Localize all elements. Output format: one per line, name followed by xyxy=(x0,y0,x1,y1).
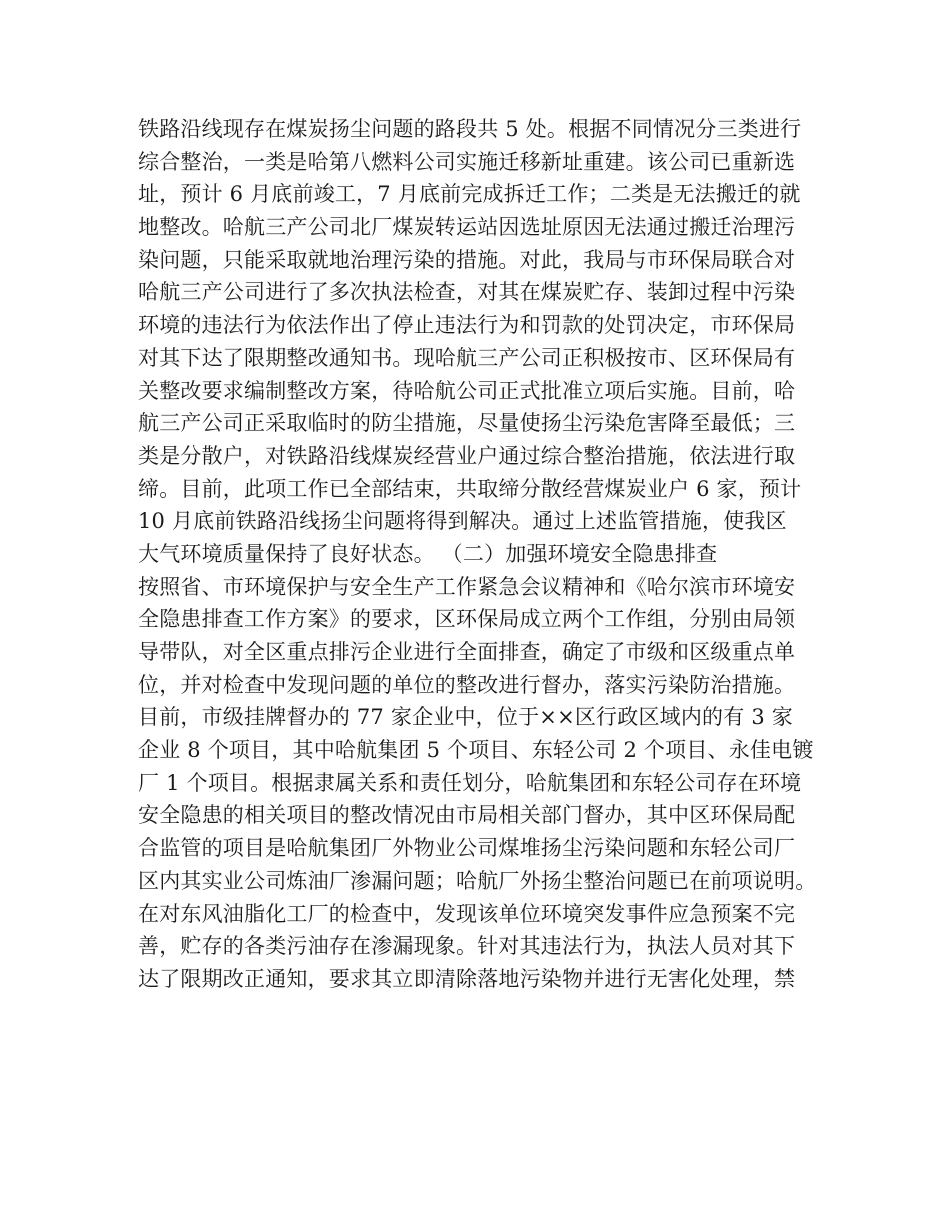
text-line: 位，并对检查中发现问题的单位的整改进行督办，落实污染防治措施。 xyxy=(138,672,796,697)
text-line: 目前，市级挂牌督办的 77 家企业中，位于××区行政区域内的有 3 家 xyxy=(138,705,793,730)
text-line: 10 月底前铁路沿线扬尘问题将得到解决。通过上述监管措施，使我区 xyxy=(138,509,787,534)
text-line: 善，贮存的各类污油存在渗漏现象。针对其违法行为，执法人员对其下 xyxy=(138,934,796,959)
text-line: 在对东风油脂化工厂的检查中，发现该单位环境突发事件应急预案不完 xyxy=(138,901,796,926)
text-line: 区内其实业公司炼油厂渗漏问题；哈航厂外扬尘整治问题已在前项说明。 xyxy=(138,868,817,893)
text-line: 缔。目前，此项工作已全部结束，共取缔分散经营煤炭业户 6 家，预计 xyxy=(138,476,802,501)
text-line: 址，预计 6 月底前竣工，7 月底前完成拆迁工作；二类是无法搬迁的就 xyxy=(138,182,801,207)
text-line: 安全隐患的相关项目的整改情况由市局相关部门督办，其中区环保局配 xyxy=(138,803,796,828)
text-line: 全隐患排查工作方案》的要求，区环保局成立两个工作组，分别由局领 xyxy=(138,607,796,632)
text-line: 类是分散户，对铁路沿线煤炭经营业户通过综合整治措施，依法进行取 xyxy=(138,443,796,468)
text-line: 大气环境质量保持了良好状态。 （二）加强环境安全隐患排查 xyxy=(138,541,718,566)
text-line: 合监管的项目是哈航集团厂外物业公司煤堆扬尘污染问题和东轻公司厂 xyxy=(138,836,796,861)
body-text xyxy=(138,113,828,996)
text-line: 企业 8 个项目，其中哈航集团 5 个项目、东轻公司 2 个项目、永佳电镀 xyxy=(138,738,814,763)
text-line: 航三产公司正采取临时的防尘措施，尽量使扬尘污染危害降至最低；三 xyxy=(138,411,796,436)
text-line: 环境的违法行为依法作出了停止违法行为和罚款的处罚决定，市环保局 xyxy=(138,313,796,338)
text-line: 达了限期改正通知，要求其立即清除落地污染物并进行无害化处理，禁 xyxy=(138,966,796,991)
text-line: 厂 1 个项目。根据隶属关系和责任划分，哈航集团和东轻公司存在环境 xyxy=(138,770,802,795)
text-line: 哈航三产公司进行了多次执法检查，对其在煤炭贮存、装卸过程中污染 xyxy=(138,280,796,305)
text-line: 地整改。哈航三产公司北厂煤炭转运站因选址原因无法通过搬迁治理污 xyxy=(138,215,796,240)
text-line: 按照省、市环境保护与安全生产工作紧急会议精神和《哈尔滨市环境安 xyxy=(138,574,796,599)
text-line: 关整改要求编制整改方案，待哈航公司正式批准立项后实施。目前，哈 xyxy=(138,378,796,403)
text-line: 对其下达了限期整改通知书。现哈航三产公司正积极按市、区环保局有 xyxy=(138,345,796,370)
text-line: 导带队，对全区重点排污企业进行全面排查，确定了市级和区级重点单 xyxy=(138,640,796,664)
text-line: 染问题，只能采取就地治理污染的措施。对此，我局与市环保局联合对 xyxy=(138,247,796,272)
text-line: 综合整治，一类是哈第八燃料公司实施迁移新址重建。该公司已重新选 xyxy=(138,149,796,174)
text-line: 铁路沿线现存在煤炭扬尘问题的路段共 5 处。根据不同情况分三类进行 xyxy=(138,117,802,141)
